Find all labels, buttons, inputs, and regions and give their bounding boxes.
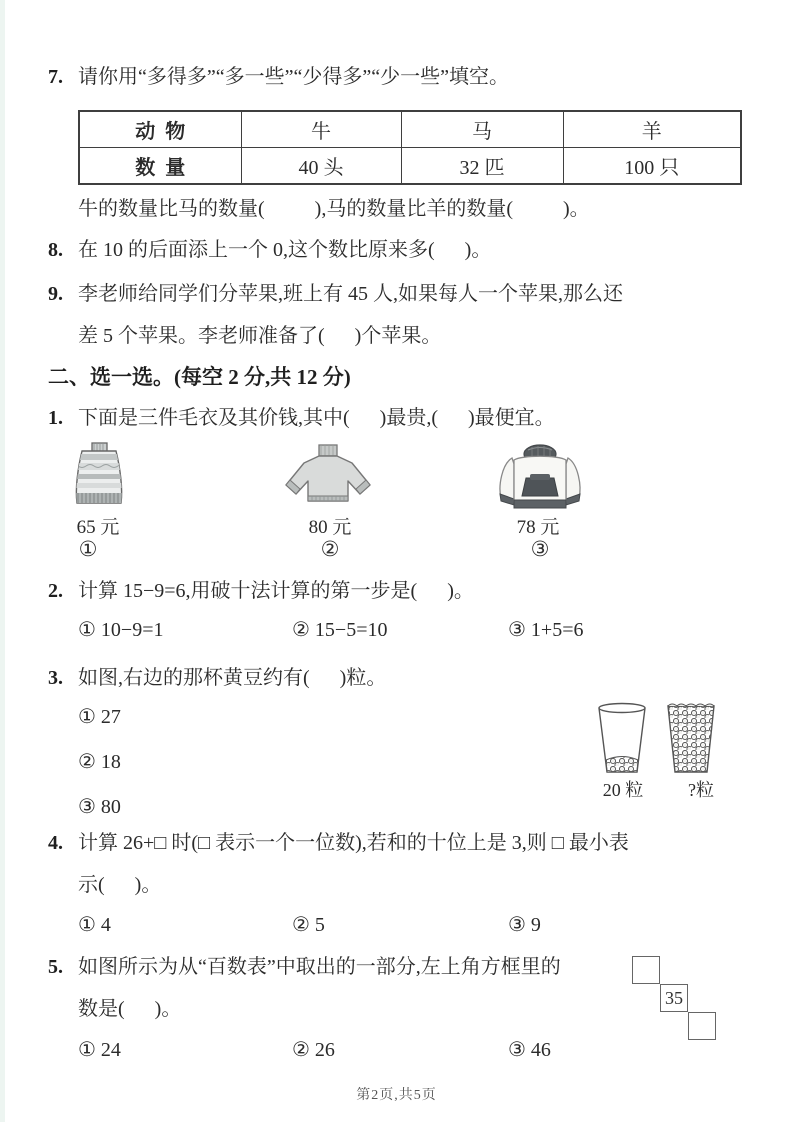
hundred-chart-square-top <box>632 956 660 984</box>
sweater-2-plain-image <box>282 444 374 510</box>
cup-20-beans <box>599 704 645 773</box>
hundred-chart-square-bottom <box>688 1012 716 1040</box>
cup-unknown-beans <box>668 704 714 772</box>
c1-text: 下面是三件毛衣及其价钱,其中( )最贵,( )最便宜。 <box>78 407 555 429</box>
table-header-quantity: 数 量 <box>79 148 241 185</box>
page-footer: 第2页,共5页 <box>356 1088 437 1103</box>
c3-option-2: ② 18 <box>78 751 121 773</box>
c1-number: 1. <box>48 407 63 429</box>
c4-number: 4. <box>48 832 63 854</box>
hundred-chart-square-middle <box>660 984 688 1012</box>
scan-edge-artifact <box>0 0 5 1122</box>
q9-text-line2: 差 5 个苹果。李老师准备了( )个苹果。 <box>78 325 442 347</box>
q7-animal-table <box>78 110 742 185</box>
c4-text-line1: 计算 26+□ 时(□ 表示一个一位数),若和的十位上是 3,则 □ 最小表 <box>78 832 629 854</box>
section-2-title: 二、选一选。(每空 2 分,共 12 分) <box>48 365 351 389</box>
c4-text-line2: 示( )。 <box>78 874 162 896</box>
c5-text-line1: 如图所示为从“百数表”中取出的一部分,左上角方框里的 <box>78 956 561 978</box>
sweater-3-label: ③ <box>530 537 550 561</box>
sweater-3-price: 78 元 <box>516 517 560 538</box>
hundred-chart-value: 35 <box>665 987 683 1008</box>
c4-option-3: ③ 9 <box>508 914 541 936</box>
bean-cups-image <box>592 702 722 778</box>
c4-option-1: ① 4 <box>78 914 111 936</box>
table-cell-sheep: 羊 <box>563 111 741 148</box>
sweater-1-striped-image <box>70 441 128 513</box>
c3-option-1: ① 27 <box>78 706 121 728</box>
sweater-2-price: 80 元 <box>308 517 352 538</box>
q7-number: 7. <box>48 66 63 88</box>
cup-right-label: ?粒 <box>688 780 714 800</box>
c2-option-1: ① 10−9=1 <box>78 619 164 641</box>
c5-text-line2: 数是( )。 <box>78 998 182 1020</box>
c3-option-3: ③ 80 <box>78 796 121 818</box>
c5-option-1: ① 24 <box>78 1039 121 1061</box>
table-cell-horse-count: 32 匹 <box>401 148 563 185</box>
c2-text: 计算 15−9=6,用破十法计算的第一步是( )。 <box>78 580 474 602</box>
q8-number: 8. <box>48 239 63 261</box>
c2-option-3: ③ 1+5=6 <box>508 619 584 641</box>
q9-number: 9. <box>48 283 63 305</box>
table-cell-sheep-count: 100 只 <box>563 148 741 185</box>
q7-text: 请你用“多得多”“多一些”“少得多”“少一些”填空。 <box>78 66 510 88</box>
c5-number: 5. <box>48 956 63 978</box>
table-cell-horse: 马 <box>401 111 563 148</box>
c5-option-3: ③ 46 <box>508 1039 551 1061</box>
table-cell-cow-count: 40 头 <box>241 148 401 185</box>
q7-fill-line: 牛的数量比马的数量( ),马的数量比羊的数量( )。 <box>78 198 590 220</box>
sweater-2-label: ② <box>320 537 340 561</box>
q8-text: 在 10 的后面添上一个 0,这个数比原来多( )。 <box>78 239 492 261</box>
table-cell-cow: 牛 <box>241 111 401 148</box>
table-row <box>79 148 741 185</box>
c2-number: 2. <box>48 580 63 602</box>
cup-left-label: 20 粒 <box>602 780 644 800</box>
c2-option-2: ② 15−5=10 <box>292 619 388 641</box>
sweater-3-pocket-image <box>492 444 588 514</box>
sweater-1-label: ① <box>78 537 98 561</box>
q9-text-line1: 李老师给同学们分苹果,班上有 45 人,如果每人一个苹果,那么还 <box>78 283 623 305</box>
c3-text: 如图,右边的那杯黄豆约有( )粒。 <box>78 667 387 689</box>
table-row <box>79 111 741 148</box>
c5-option-2: ② 26 <box>292 1039 335 1061</box>
c4-option-2: ② 5 <box>292 914 325 936</box>
sweater-1-price: 65 元 <box>76 517 120 538</box>
table-header-animal: 动 物 <box>79 111 241 148</box>
c3-number: 3. <box>48 667 63 689</box>
